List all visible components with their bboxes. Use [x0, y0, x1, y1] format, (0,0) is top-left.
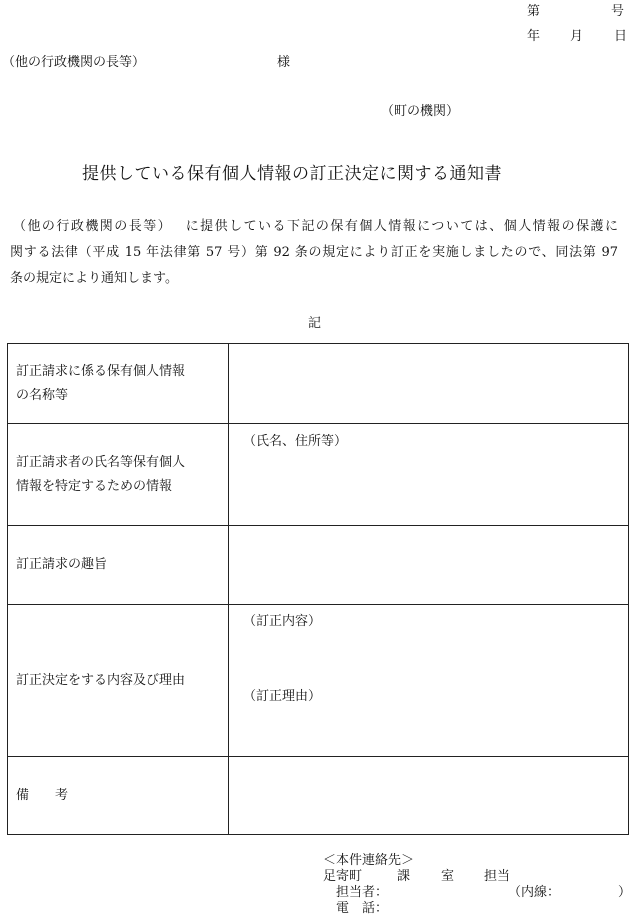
- date-month: 月: [570, 29, 584, 44]
- document-number-prefix: 第: [527, 4, 541, 19]
- row-label-line: 訂正請求に係る保有個人情報: [16, 363, 186, 379]
- table-row: [8, 526, 629, 605]
- table-row: [8, 344, 629, 424]
- table-row: [8, 605, 629, 757]
- correction-reason-note: （訂正理由）: [243, 689, 322, 704]
- contact-person-label: 担当者：: [336, 885, 389, 900]
- contact-room: 室: [441, 869, 455, 884]
- row-label-line: 訂正請求の趣旨: [16, 557, 108, 572]
- info-table: [7, 343, 629, 835]
- sender-name: （町の機関）: [381, 104, 460, 119]
- contact-extension-close: ）: [618, 885, 631, 900]
- row-label-line: 備 考: [16, 787, 69, 803]
- correction-content-note: （訂正内容）: [243, 614, 322, 629]
- contact-phone-label: 電 話：: [336, 901, 389, 916]
- contact-extension-label: （内線：: [508, 885, 561, 900]
- table-row: [8, 757, 629, 835]
- row-value: [229, 605, 629, 757]
- row-label: [8, 424, 229, 526]
- requester-info-note: （氏名、住所等）: [243, 434, 348, 449]
- row-label: [8, 757, 229, 835]
- contact-town: 足寄町: [323, 869, 363, 884]
- row-label-line: 情報を特定するための情報: [16, 478, 173, 494]
- body-line: 条の規定により通知します。: [10, 271, 178, 286]
- contact-section: 課: [397, 869, 411, 884]
- row-label: [8, 526, 229, 605]
- row-value: [229, 344, 629, 424]
- addressee-name: （他の行政機関の長等）: [2, 55, 146, 70]
- body-line: （他の行政機関の長等） に提供している下記の保有個人情報については、個人情報の保護に: [13, 219, 618, 234]
- document-title: 提供している保有個人情報の訂正決定に関する通知書: [82, 164, 502, 184]
- row-label: [8, 605, 229, 757]
- body-line: 関する法律（平成 15 年法律第 57 号）第 92 条の規定により訂正を実施しましたので、同法第 97: [10, 245, 618, 260]
- date-year: 年: [527, 29, 541, 44]
- addressee-honorific: 様: [277, 55, 291, 70]
- table-row: [8, 424, 629, 526]
- row-value: [229, 424, 629, 526]
- row-label-line: 訂正決定をする内容及び理由: [16, 672, 186, 688]
- contact-heading: ＜本件連絡先＞: [323, 853, 415, 868]
- row-label-line: 訂正請求者の氏名等保有個人: [16, 454, 186, 470]
- row-label-line: の名称等: [16, 387, 69, 403]
- row-value: [229, 526, 629, 605]
- row-label: [8, 344, 229, 424]
- body-paragraph: [10, 214, 618, 292]
- row-value: [229, 757, 629, 835]
- ki-heading: 記: [308, 316, 322, 331]
- document-number-suffix: 号: [611, 4, 625, 19]
- contact-in-charge: 担当: [484, 869, 511, 884]
- date-day: 日: [614, 29, 628, 44]
